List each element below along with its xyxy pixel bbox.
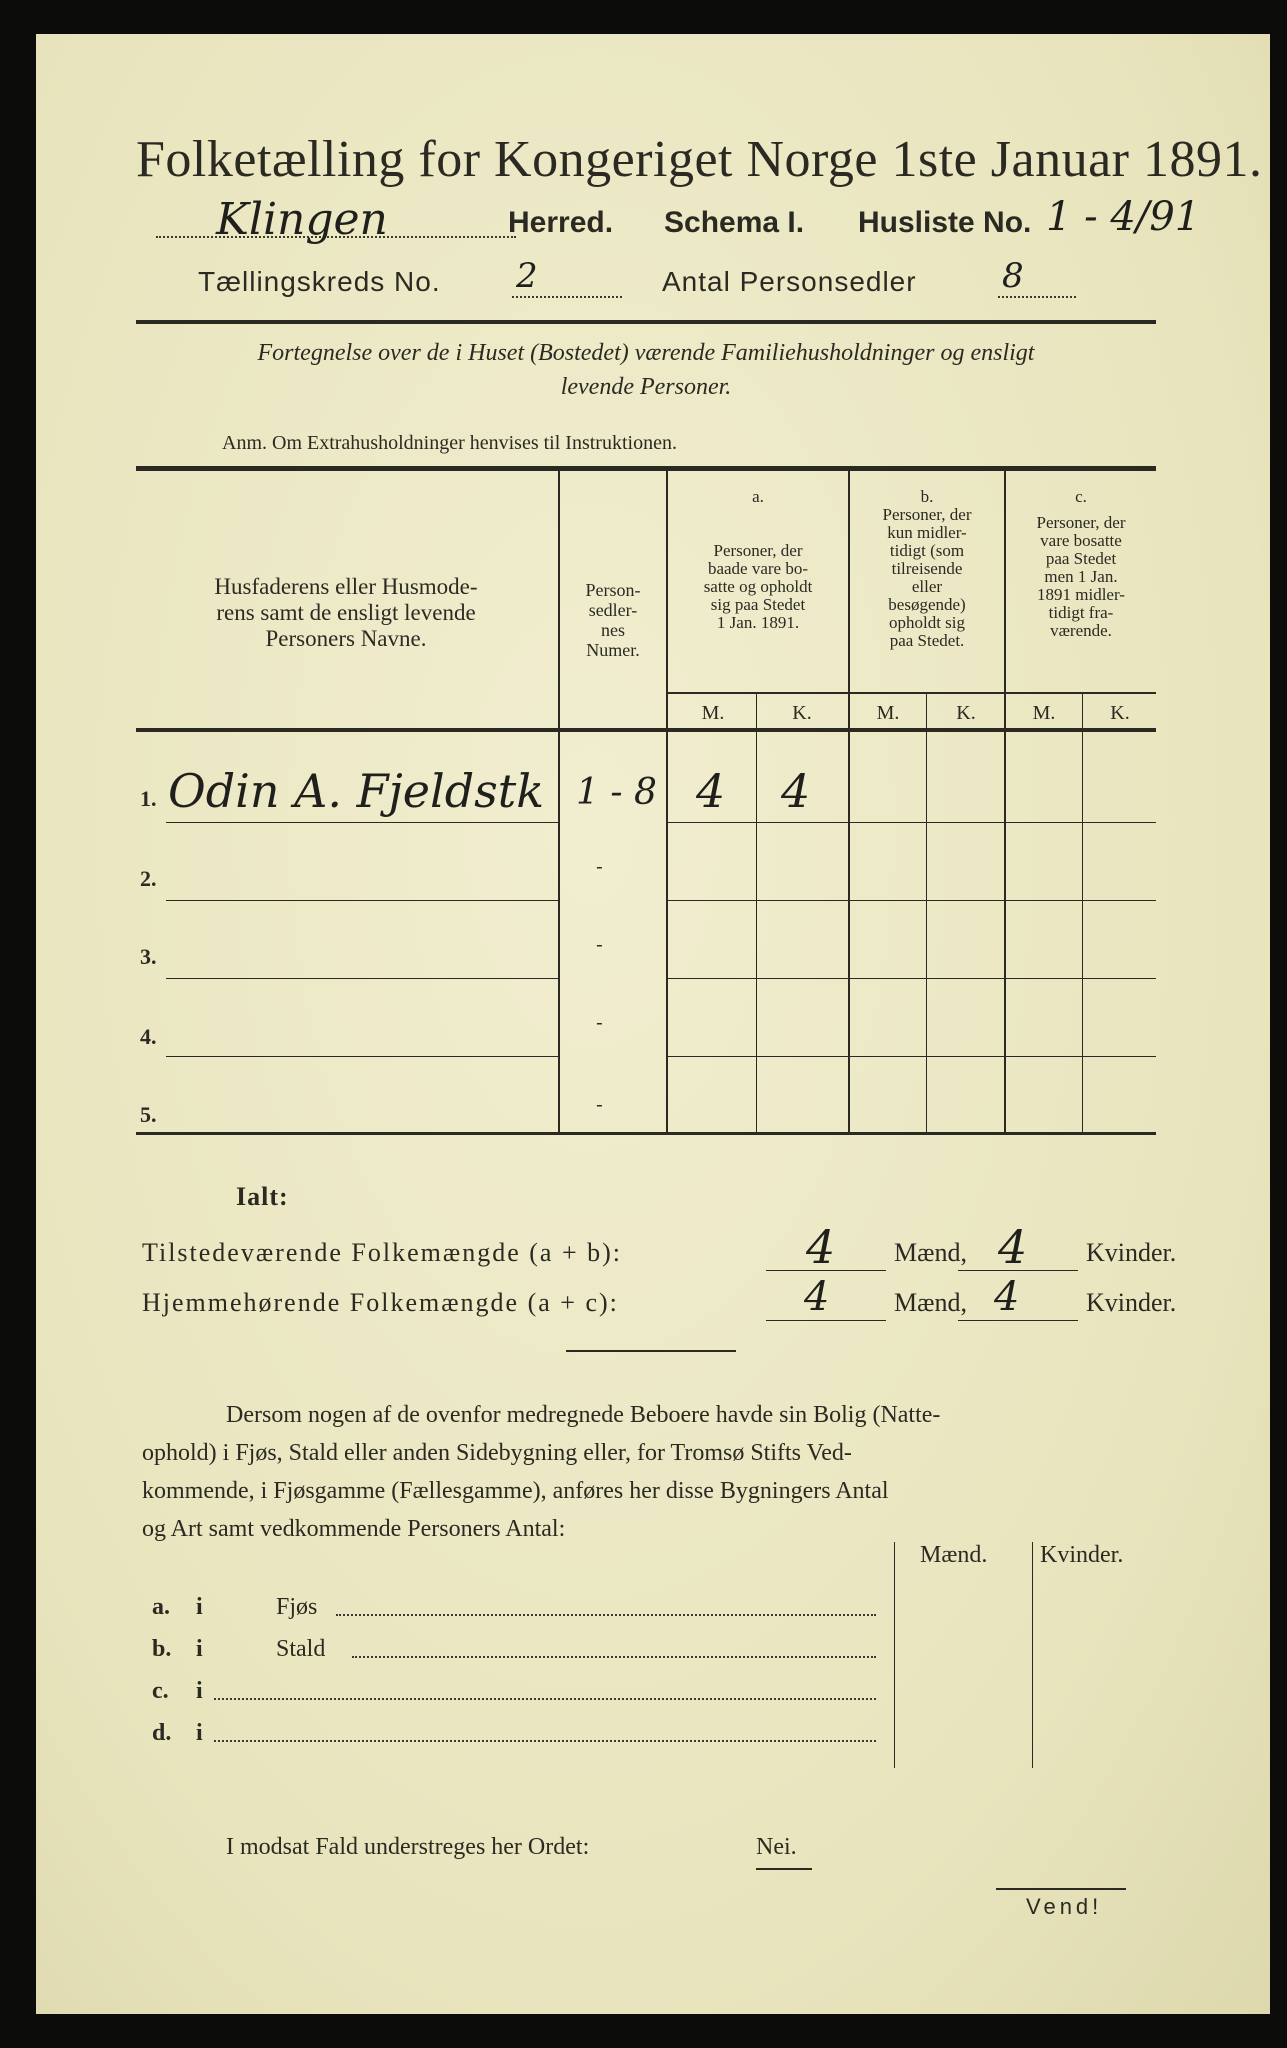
- row-line-3b: [668, 978, 1156, 979]
- c-m-header: M.: [1032, 702, 1056, 724]
- outb-b-letter: b.: [152, 1636, 172, 1662]
- outb-d-prep: i: [196, 1720, 203, 1746]
- outb-b-label: Stald: [276, 1636, 326, 1662]
- col-divider-num: [666, 471, 668, 1132]
- col-head-b: b. Personer, der kun midler- tidigt (som tilreisende eller besøgende) opholdt sig paa Stedet.: [882, 487, 972, 650]
- row-line-1: [166, 822, 558, 823]
- a-k-value: 4: [781, 764, 811, 818]
- row-line-2b: [668, 900, 1156, 901]
- outb-c-prep: i: [196, 1678, 203, 1704]
- col-divider-a-mk: [756, 694, 757, 1132]
- row-number: 2.: [140, 866, 157, 891]
- footer-instruction: I modsat Fald understreges her Ordet:: [226, 1834, 590, 1860]
- hjemme-k-value: 4: [994, 1274, 1020, 1320]
- hjemme-label: Hjemmehørende Folkemængde (a + c):: [142, 1288, 619, 1317]
- intro-line-1: Fortegnelse over de i Huset (Bostedet) værende Familiehusholdninger og ensligt: [257, 340, 1035, 366]
- hjemme-k-line: [958, 1320, 1078, 1321]
- outb-a-prep: i: [196, 1594, 203, 1620]
- person-numbers: -: [596, 1092, 603, 1116]
- outb-col-kvinder: Kvinder.: [1040, 1542, 1124, 1568]
- intro-line-2: levende Personer.: [560, 374, 732, 400]
- tilstede-label: Tilstedeværende Folkemængde (a + b):: [142, 1238, 622, 1267]
- outb-c-letter: c.: [152, 1678, 169, 1704]
- row-line-2: [166, 900, 558, 901]
- herred-value: Klingen: [216, 194, 388, 245]
- anm-note: Anm. Om Extrahusholdninger henvises til Instruktionen.: [222, 432, 677, 454]
- husliste-value: 1 - 4/91: [1046, 194, 1201, 240]
- outb-d-dots: [214, 1740, 876, 1742]
- row-number: 4.: [140, 1024, 157, 1049]
- row-line-4b: [668, 1056, 1156, 1057]
- nei-underline: [756, 1868, 812, 1870]
- form-title: Folketælling for Kongeriget Norge 1ste Januar 1891.: [136, 131, 1263, 188]
- outb-d-letter: d.: [152, 1720, 172, 1746]
- tilstede-m-value: 4: [806, 1220, 836, 1274]
- c-k-header: K.: [1110, 702, 1130, 724]
- table-top-rule: [136, 466, 1156, 471]
- col-head-a: a. Personer, der baade vare bo- satte og opholdt sig paa Stedet 1 Jan. 1891.: [703, 487, 813, 632]
- person-numbers: -: [596, 932, 603, 956]
- hjemme-m-value: 4: [804, 1274, 830, 1320]
- outb-a-letter: a.: [152, 1594, 170, 1620]
- household-name: Odin A. Fjeldstk: [168, 764, 545, 818]
- a-m-header: M.: [701, 702, 725, 724]
- tilstede-k-value: 4: [998, 1220, 1028, 1274]
- outb-col-maend: Mænd.: [920, 1542, 988, 1568]
- hjemme-m-line: [766, 1320, 886, 1321]
- col-divider-b-mk: [926, 694, 927, 1132]
- col-divider-c-mk: [1082, 694, 1083, 1132]
- antal-dotline: [998, 296, 1076, 298]
- vend-rule: [996, 1888, 1126, 1890]
- footer-nei: Nei.: [756, 1834, 797, 1860]
- census-form-page: [36, 34, 1270, 2014]
- person-numbers: -: [596, 1010, 603, 1034]
- outb-c-dots: [214, 1698, 876, 1700]
- header-rule: [136, 320, 1156, 324]
- outb-b-dots: [352, 1656, 876, 1658]
- person-numbers: 1 - 8: [576, 772, 657, 813]
- antal-value: 8: [1002, 256, 1024, 296]
- outb-col-divider-2: [1032, 1542, 1033, 1768]
- vend-label: Vend!: [1026, 1894, 1103, 1919]
- outbuildings-paragraph: Dersom nogen af de ovenfor medregnede Beboere havde sin Bolig (Natte- ophold) i Fjøs, Stald eller anden Sidebygning eller, for Tromsø Stifts Ved- kommende, i Fjøsgamme (Fællesgamme), anføres her disse Bygningers Antal og Art samt vedkommende Personers Antal:: [142, 1402, 941, 1542]
- table-bottom-rule: [136, 1132, 1156, 1135]
- row-line-3: [166, 978, 558, 979]
- row-number: 3.: [140, 944, 157, 969]
- herred-label: Herred.: [508, 206, 614, 239]
- col-head-name: Husfaderens eller Husmode- rens samt de ensligt levende Personers Navne.: [214, 574, 478, 651]
- schema-label: Schema I.: [664, 206, 805, 239]
- b-m-header: M.: [876, 702, 900, 724]
- kreds-label: Tællingskreds No.: [198, 266, 441, 297]
- kreds-value: 2: [516, 256, 538, 296]
- section-divider: [566, 1350, 736, 1352]
- outb-a-label: Fjøs: [276, 1594, 318, 1620]
- table-header-rule: [136, 728, 1156, 732]
- kreds-dotline: [512, 296, 622, 298]
- hjemme-maend: Mænd,: [894, 1288, 967, 1317]
- ialt-label: Ialt:: [236, 1182, 289, 1211]
- hjemme-kvinder: Kvinder.: [1086, 1288, 1177, 1317]
- outb-a-dots: [336, 1614, 876, 1616]
- antal-label: Antal Personsedler: [662, 266, 917, 297]
- col-divider-name: [558, 471, 560, 1132]
- col-head-c: c. Personer, der vare bosatte paa Stedet men 1 Jan. 1891 midler- tidigt fra- værende.: [1036, 487, 1126, 640]
- outb-col-divider-1: [894, 1542, 895, 1768]
- col-head-num: Person- sedler- nes Numer.: [585, 580, 641, 660]
- row-line-4: [166, 1056, 558, 1057]
- b-k-header: K.: [956, 702, 976, 724]
- tilstede-kvinder: Kvinder.: [1086, 1238, 1177, 1267]
- person-numbers: -: [596, 854, 603, 878]
- row-line-1b: [668, 822, 1156, 823]
- row-number: 1.: [140, 786, 157, 811]
- tilstede-maend: Mænd,: [894, 1238, 967, 1267]
- row-number: 5.: [140, 1102, 157, 1127]
- a-k-header: K.: [792, 702, 812, 724]
- husliste-label: Husliste No.: [858, 206, 1032, 239]
- outb-b-prep: i: [196, 1636, 203, 1662]
- a-m-value: 4: [696, 764, 726, 818]
